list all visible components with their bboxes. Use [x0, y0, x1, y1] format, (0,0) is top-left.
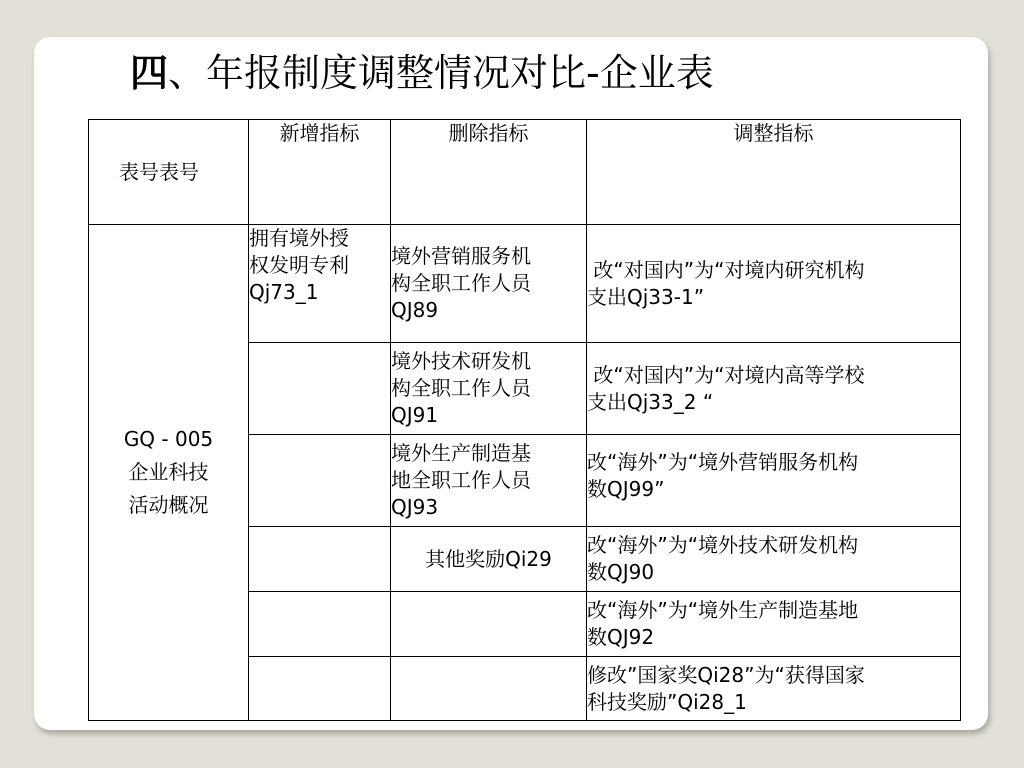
text-line: 数QJ99” [587, 477, 665, 501]
text-line: 地全职工作人员 [391, 468, 531, 492]
text-line: 境外生产制造基 [391, 441, 531, 465]
header-added: 新增指标 [249, 120, 391, 225]
slide-title [130, 49, 714, 97]
text-line: 改“海外”为“境外生产制造基地 [587, 598, 859, 622]
adjusted-cell [587, 225, 961, 343]
text-line: 构全职工作人员 [391, 271, 531, 295]
form-id-name-line1: 企业科技 [128, 460, 209, 484]
text-line: 拥有境外授 [249, 226, 349, 250]
text-line: 改“海外”为“境外技术研发机构 [587, 533, 859, 557]
text-line: 改“海外”为“境外营销服务机构 [587, 450, 859, 474]
text-line: 支出Qj33-1” [587, 284, 705, 309]
added-cell-empty [249, 592, 391, 657]
deleted-cell [391, 527, 587, 592]
deleted-cell [391, 225, 587, 343]
header-form-id: 表号表号 [89, 120, 249, 225]
adjusted-cell [587, 657, 961, 721]
deleted-cell [391, 435, 587, 527]
deleted-cell-empty [391, 657, 587, 721]
text-line: QJ93 [391, 495, 439, 519]
text-line: 修改”国家奖Qi28”为“获得国家 [587, 662, 865, 687]
text-line: QJ91 [391, 403, 439, 427]
table-header-row [89, 120, 961, 225]
form-id-code: GQ - 005 [123, 427, 214, 451]
adjusted-cell [587, 592, 961, 657]
added-cell-empty [249, 435, 391, 527]
text-line: Qj73_1 [249, 280, 319, 304]
added-cell-empty [249, 343, 391, 435]
slide-title-number: 四 [130, 51, 169, 95]
deleted-cell-empty [391, 592, 587, 657]
text-line: QJ89 [391, 298, 439, 322]
text-line: 数QJ90 [587, 560, 655, 584]
comparison-table [88, 119, 961, 721]
slide-title-text: 、年报制度调整情况对比-企业表 [168, 51, 714, 95]
header-adjusted: 调整指标 [587, 120, 961, 225]
adjusted-cell [587, 435, 961, 527]
slide [34, 37, 988, 730]
table-row [89, 225, 961, 343]
added-cell-empty [249, 527, 391, 592]
text-line: 权发明专利 [249, 253, 349, 277]
text-line: 改“对国内”为“对境内研究机构 [587, 257, 865, 282]
text-line: 构全职工作人员 [391, 376, 531, 400]
text-line: 其他奖励Qi29 [425, 546, 552, 571]
text-line: 科技奖励”Qi28_1 [587, 689, 747, 714]
text-line: 境外技术研发机 [391, 349, 531, 373]
form-id-name-line2: 活动概况 [128, 493, 209, 517]
text-line: 支出Qj33_2 “ [587, 389, 714, 414]
added-cell [249, 225, 391, 343]
text-line: 境外营销服务机 [391, 244, 531, 268]
adjusted-cell [587, 343, 961, 435]
form-id-cell [89, 225, 249, 721]
added-cell-empty [249, 657, 391, 721]
adjusted-cell [587, 527, 961, 592]
header-deleted: 删除指标 [391, 120, 587, 225]
text-line: 改“对国内”为“对境内高等学校 [587, 362, 865, 387]
deleted-cell [391, 343, 587, 435]
text-line: 数QJ92 [587, 625, 655, 649]
